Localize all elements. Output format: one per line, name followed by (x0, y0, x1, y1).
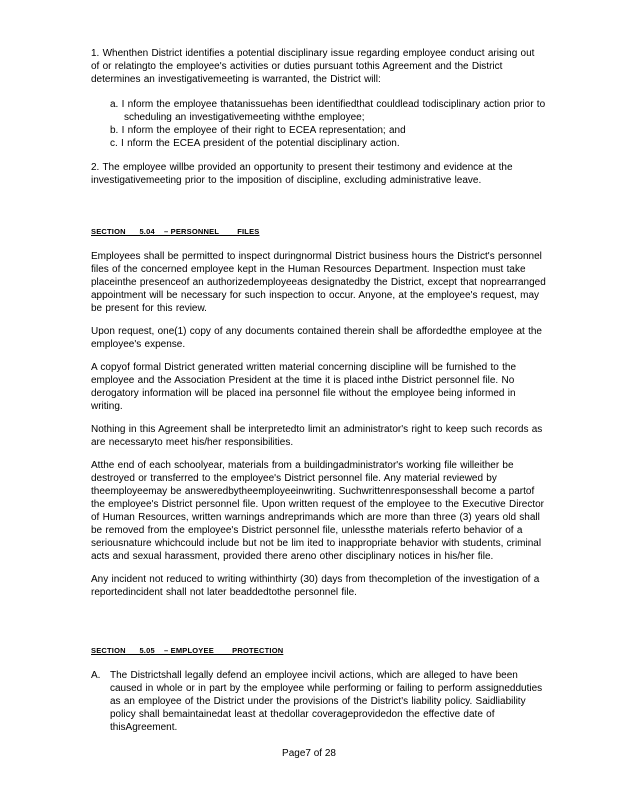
paragraph: Employees shall be permitted to inspect duringnormal District business hours the District's personnel files of the concerned employee kept in the Human Resources Department. Inspection must take placeinthe presenceof an authorizedemployeeas designatedby the District, except that noprearranged appointment will be necessary for such inspection to occur. Anyone, at the employee's request, may be present for this review. (91, 251, 546, 314)
section-505-list (91, 669, 546, 734)
sublist-item: b. I nform the employee of their right to ECEA representation; and (110, 125, 406, 136)
paragraph: 2. The employee willbe provided an opportunity to present their testimony and evidence at the investigativemeeting prior to the imposition of discipline, excluding administrative leave. (91, 162, 513, 186)
list-item (91, 669, 546, 734)
paragraph: Upon request, one(1) copy of any documents contained therein shall be affordedthe employee at the employee's expense. (91, 326, 542, 350)
paragraph: Nothing in this Agreement shall be interpretedto limit an administrator's right to keep such records as are necessaryto meet his/her responsibilities. (91, 424, 543, 448)
intro-para-1 (91, 47, 546, 96)
page-number: Page7 of 28 (282, 748, 336, 759)
section-504-body (91, 250, 546, 609)
intro-sublist (110, 98, 546, 150)
list-item-label: A. (91, 670, 101, 681)
paragraph: Atthe end of each schoolyear, materials from a buildingadministrator's working file willeither be destroyed or transferred to the employee's District personnel file. Any material reviewed by theemployeemay be answeredbytheemployeeinwriting. Suchwrittenresponsesshall become a partof the employee's District personnel file. Upon written request of the employee to the Executive Director of Human Resources, written warnings andreprimands which are more than three (3) years old shall be removed from the employee's District personnel file, unlessthe materials referto behavior of a seriousnature whichcould include but not be lim ited to inappropriate behavior with students, criminal acts and sexual harassment, provided there areno other disciplinary notices in his/her file. (91, 460, 545, 562)
sublist-item: a. I nform the employee thatanissuehas been identifiedthat couldlead todisciplinary action prior to scheduling an investigativemeeting withthe employee; (110, 99, 546, 123)
section-heading: SECTION 5.05 – EMPLOYEE PROTECTION (91, 646, 284, 655)
paragraph: A copyof formal District generated written material concerning discipline will be furnished to the employee and the Association President at the time it is placed inthe District personnel file. No derogatory information will be placed ina personnel file without the employee being informed in writing. (91, 362, 517, 412)
section-heading: SECTION 5.04 – PERSONNEL FILES (91, 227, 260, 236)
paragraph: 1. Whenthen District identifies a potential disciplinary issue regarding employee conduct arising out of or relatingto the employee's activities or duties pursuant tothis Agreement and the District determines an investigativemeeting is warranted, the District will: (91, 48, 535, 85)
list-item-text: The Districtshall legally defend an employee incivil actions, which are alleged to have been caused in whole or in part by the employee while performing or failing to perform assignedduties as an employee of the District under the provisions of the District's liability policy. Saidliability policy shall bemaintainedat least at thedollar coverageprovidedon the effective date of thisAgreement. (110, 670, 543, 733)
paragraph: Any incident not reduced to writing withinthirty (30) days from thecompletion of the investigation of a reportedincident shall not later beaddedtothe personnel file. (91, 574, 540, 598)
intro-para-2 (91, 161, 546, 197)
sublist-item: c. I nform the ECEA president of the potential disciplinary action. (110, 138, 400, 149)
